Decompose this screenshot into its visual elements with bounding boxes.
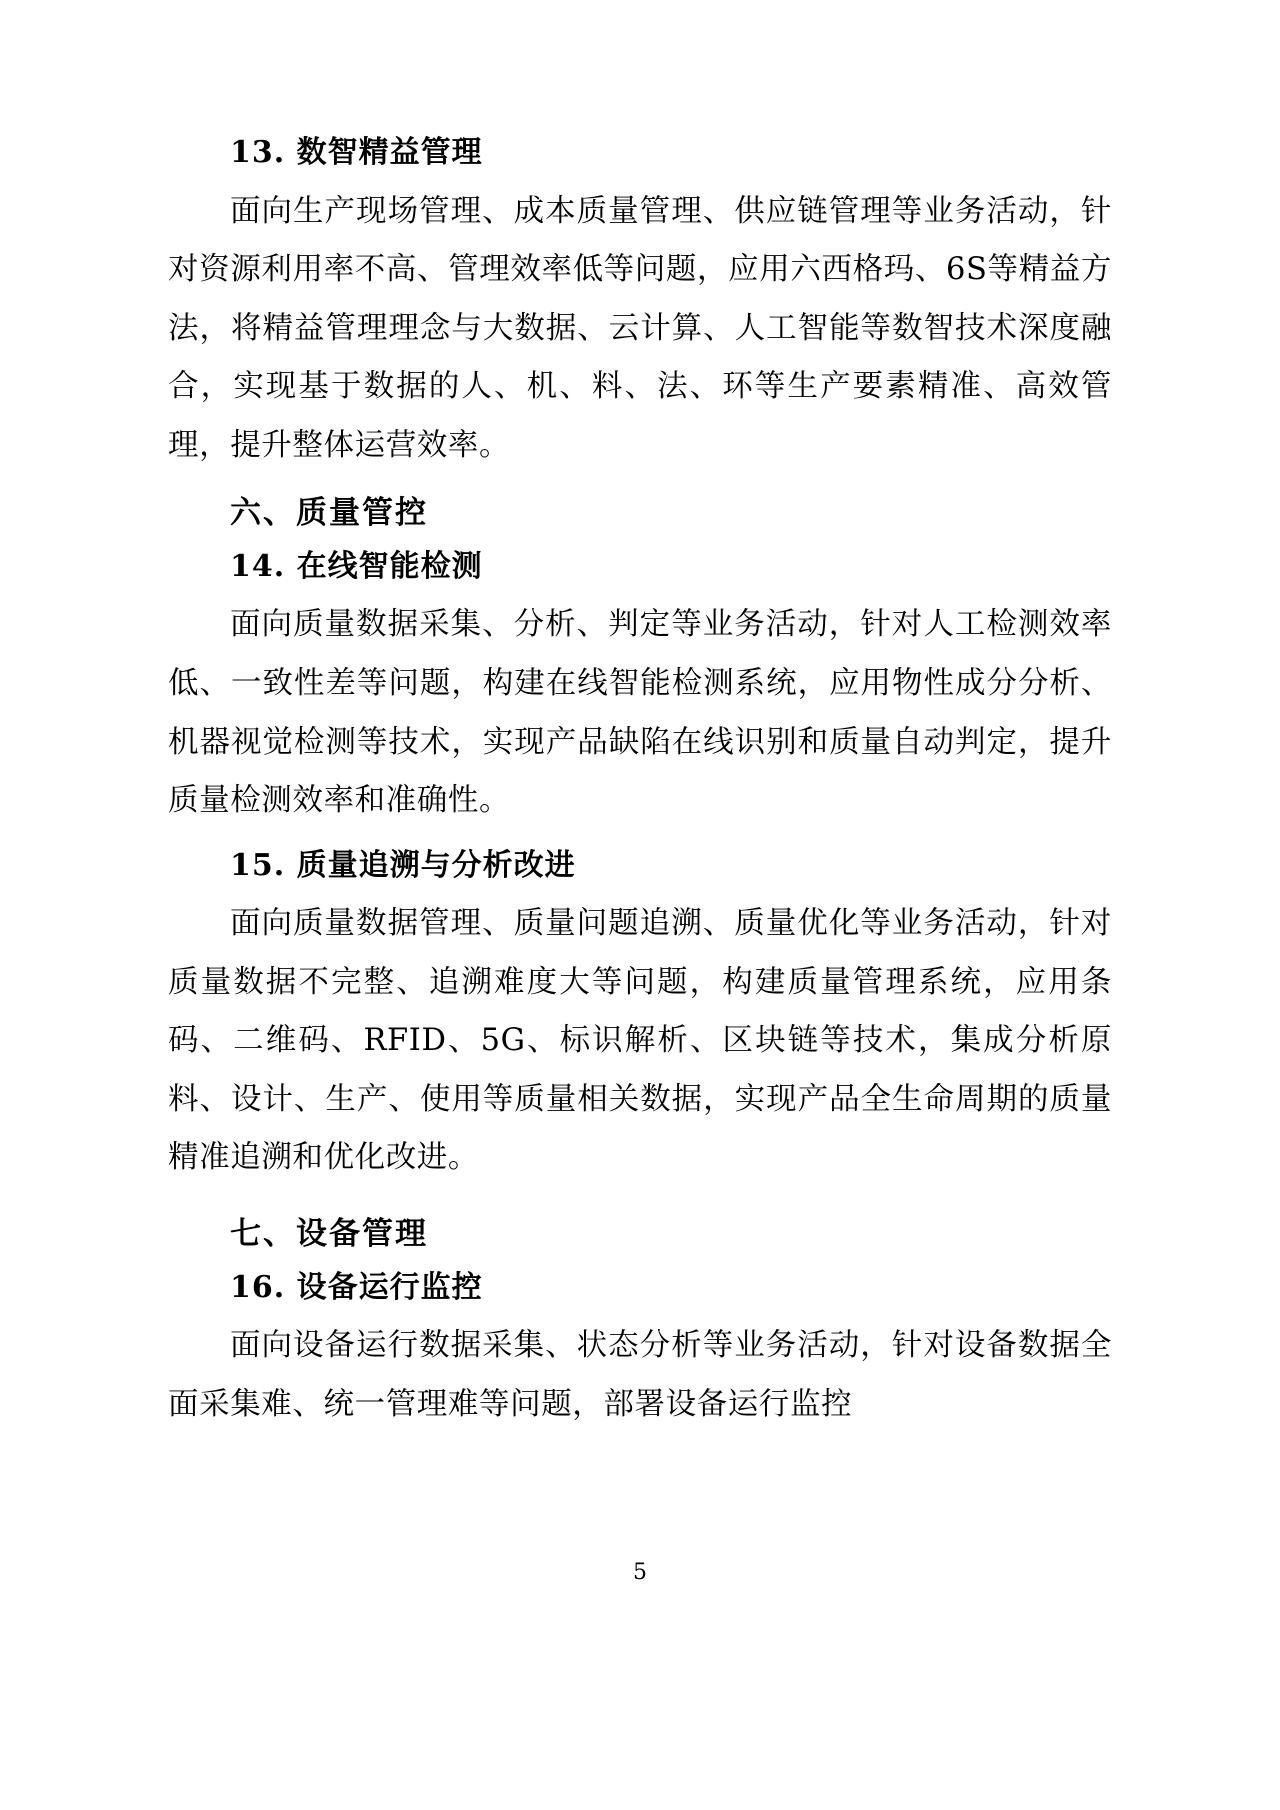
heading-number: 15. [230,847,286,883]
heading-number: 14. [230,548,286,584]
heading-title: 质量追溯与分析改进 [296,847,576,883]
spacer [168,1190,1112,1208]
page-content [168,130,1112,1436]
heading-title: 在线智能检测 [296,548,483,584]
numbered-heading-16 [168,1265,1112,1312]
paragraph-16: 面向设备运行数据采集、状态分析等业务活动，针对设备数据全面采集难、统一管理难等问题，部署设备运行监控 [168,1328,1112,1422]
paragraph-13: 面向生产现场管理、成本质量管理、供应链管理等业务活动，针对资源利用率不高、管理效率低等问题，应用六西格玛、6S等精益方法，将精益管理理念与大数据、云计算、人工智能等数智技术深度融合，实现基于数据的人、机、料、法、环等生产要素精准、高效管理，提升整体运营效率。 [168,193,1112,463]
numbered-heading-13 [168,130,1112,177]
heading-number: 16. [230,1269,286,1305]
paragraph-15: 面向质量数据管理、质量问题追溯、质量优化等业务活动，针对质量数据不完整、追溯难度大等问题，构建质量管理系统，应用条码、二维码、RFID、5G、标识解析、区块链等技术，集成分析原料、设计、生产、使用等质量相关数据，实现产品全生命周期的质量精准追溯和优化改进。 [168,906,1112,1176]
spacer [168,477,1112,487]
heading-title: 设备运行监控 [296,1269,483,1305]
numbered-heading-14 [168,544,1112,591]
section-heading-seven: 七、设备管理 [230,1215,428,1252]
heading-number: 13. [230,135,286,170]
paragraph-14: 面向质量数据采集、分析、判定等业务活动，针对人工检测效率低、一致性差等问题，构建在线智能检测系统，应用物性成分分析、机器视觉检测等技术，实现产品缺陷在线识别和质量自动判定，提升质量检测效率和准确性。 [168,607,1112,819]
spacer [168,833,1112,843]
section-heading-six: 六、质量管控 [230,495,428,532]
heading-title: 数智精益管理 [296,135,483,170]
page-number: 5 [633,1560,647,1585]
numbered-heading-15 [168,843,1112,890]
